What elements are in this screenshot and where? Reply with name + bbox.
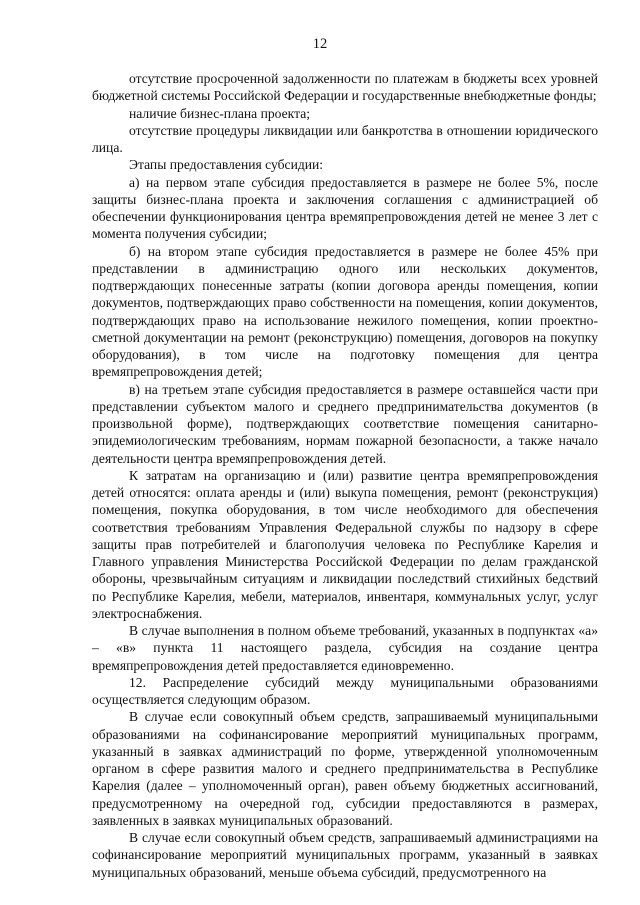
paragraph: В случае если совокупный объем средств, запрашиваемый администрациями на софинансирование мероприятий муниципальных программ, указанный в заявках муниципальных образований, меньше объема субсидий, предусмотренного на <box>92 830 598 880</box>
page-number: 12 <box>312 36 328 52</box>
paragraph: 12. Распределение субсидий между муниципальными образованиями осуществляется следующим образом. <box>92 674 598 707</box>
paragraph: В случае выполнения в полном объеме требований, указанных в подпунктах «а» – «в» пункта 11 настоящего раздела, субсидия на создание центра времяпрепровождения детей предоставляется единовременно. <box>92 623 598 673</box>
document-body <box>92 70 598 881</box>
paragraph: б) на втором этапе субсидия предоставляется в размере не более 45% при представлении в администрацию одного или нескольких документов, подтверждающих понесенные затраты (копии договора аренды помещения, копии документов, подтверждающих право собственности на помещения, копии документов, подтверждающих право на использование нежилого помещения, копии проектно-сметной документации на ремонт (реконструкцию) помещения, договоров на покупку оборудования), в том числе на подготовку помещения для центра времяпрепровождения детей; <box>92 243 598 380</box>
paragraph: в) на третьем этапе субсидия предоставляется в размере оставшейся части при представлении субъектом малого и среднего предпринимательства документов (в произвольной форме), подтверждающих соответствие помещения санитарно-эпидемиологическим требованиям, нормам пожарной безопасности, а также начало деятельности центра времяпрепровождения детей. <box>92 381 598 466</box>
paragraph: К затратам на организацию и (или) развитие центра времяпрепровождения детей относятся: оплата аренды и (или) выкупа помещения, ремонт (реконструкция) помещения, покупка оборудования, в том числе необходимого для обеспечения соответствия требованиям Управления Федеральной службы по надзору в сфере защиты прав потребителей и благополучия человека по Республике Карелия и Главного управления Министерства Российской Федерации по делам гражданской обороны, чрезвычайным ситуациям и ликвидации последствий стихийных бедствий по Республике Карелия, мебели, материалов, инвентаря, коммунальных услуг, услуг электроснабжения. <box>92 467 598 621</box>
paragraph: наличие бизнес-плана проекта; <box>129 105 311 121</box>
paragraph: отсутствие процедуры ликвидации или банкротства в отношении юридического лица. <box>92 122 598 155</box>
paragraph: В случае если совокупный объем средств, запрашиваемый муниципальными образованиями на софинансирование мероприятий муниципальных программ, указанный в заявках администраций по форме, утвержденной уполномоченным органом в сфере развития малого и среднего предпринимательства в Республике Карелия (далее – уполномоченный орган), равен объему бюджетных ассигнований, предусмотренному на очередной год, субсидии предоставляются в размерах, заявленных в заявках муниципальных образований. <box>92 709 598 828</box>
paragraph: Этапы предоставления субсидии: <box>129 157 324 173</box>
paragraph: отсутствие просроченной задолженности по платежам в бюджеты всех уровней бюджетной системы Российской Федерации и государственные внебюджетные фонды; <box>92 71 598 104</box>
paragraph: а) на первом этапе субсидия предоставляется в размере не более 5%, после защиты бизнес-плана проекта и заключения соглашения с администрацией об обеспечении функционирования центра времяпрепровождения детей не менее 3 лет с момента получения субсидии; <box>92 174 598 242</box>
